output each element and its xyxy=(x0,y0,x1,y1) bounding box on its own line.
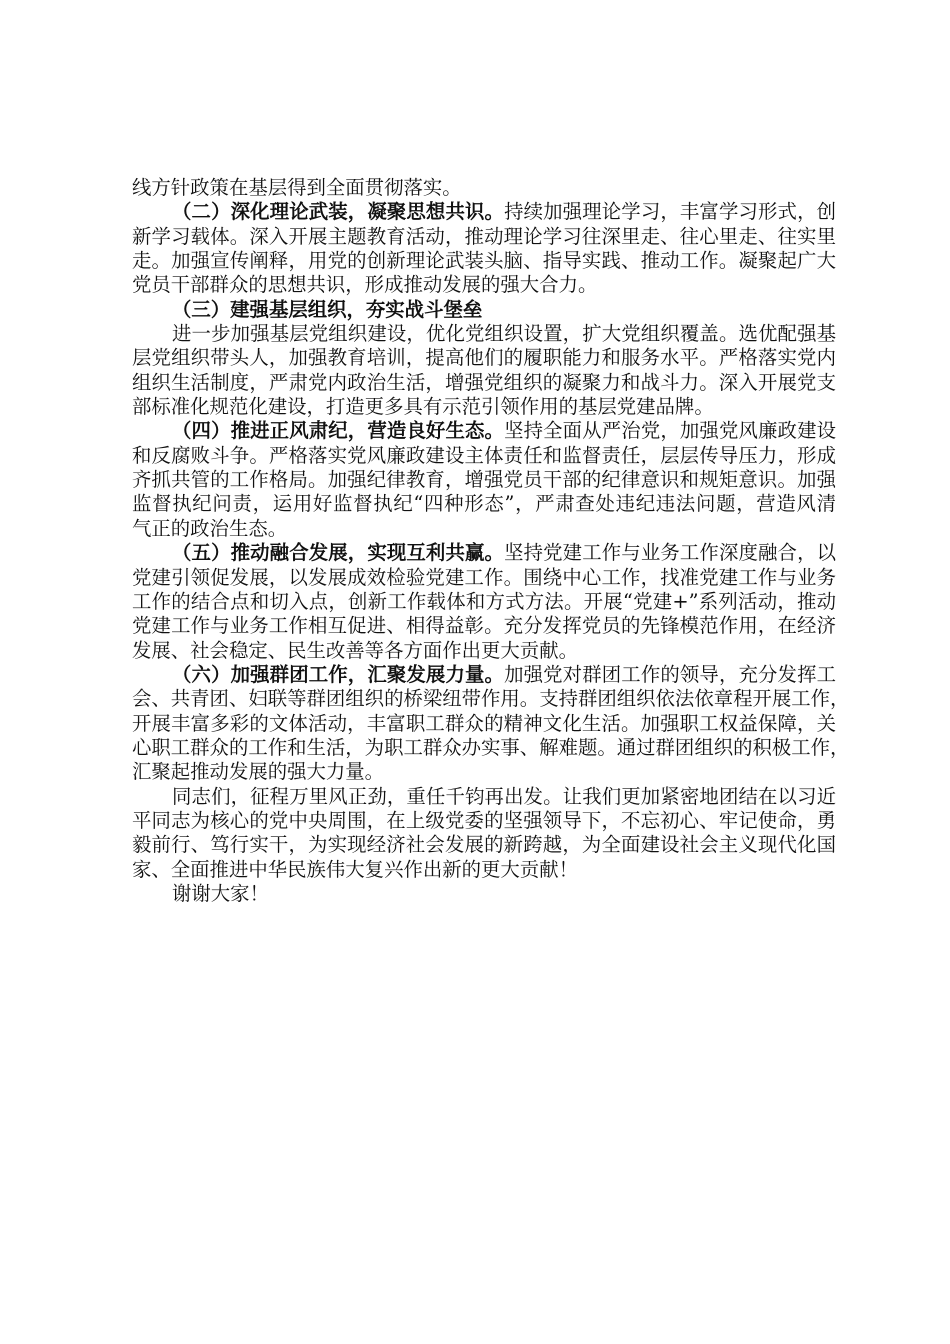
text-line xyxy=(132,492,836,516)
line-text: 平同志为核心的党中央周围，在上级党委的坚强领导下，不忘初心、牢记使命，勇 xyxy=(132,808,836,832)
thanks-line xyxy=(132,882,836,906)
line-text: 党建工作与业务工作相互促进、相得益彰。充分发挥党员的先锋模范作用，在经济 xyxy=(132,614,836,638)
document-page xyxy=(132,176,850,906)
section-2-heading: （二）深化理论武装，凝聚思想共识。 xyxy=(172,200,505,224)
text-line xyxy=(132,346,836,370)
section-6-first-line xyxy=(132,663,836,687)
section-5-first-line xyxy=(132,541,836,565)
section-4-first-line xyxy=(132,419,836,443)
text-line xyxy=(132,566,836,590)
line-text: 党员干部群众的思想共识，形成推动发展的强大合力。 xyxy=(132,273,598,297)
text-line xyxy=(132,176,836,200)
text-line xyxy=(132,735,850,760)
line-text: 工作的结合点和切入点，创新工作载体和方式方法。开展“党建+”系列活动，推动 xyxy=(132,589,836,613)
line-text: 走。加强宣传阐释，用党的创新理论武装头脑、指导实践、推动工作。凝聚起广大 xyxy=(132,249,836,273)
line-text: 同志们，征程万里风正劲，重任千钧再出发。让我们更加紧密地团结在以习近 xyxy=(172,784,836,808)
section-2-first-line xyxy=(132,200,836,224)
text-line xyxy=(132,468,836,492)
line-text: 会、共青团、妇联等群团组织的桥梁纽带作用。支持群团组织依法依章程开展工作， xyxy=(132,687,850,711)
text-line xyxy=(132,639,836,663)
line-text: 和反腐败斗争。严格落实党风廉政建设主体责任和监督责任，层层传导压力，形成 xyxy=(132,443,836,467)
text-line xyxy=(132,858,836,882)
text-line xyxy=(132,322,836,346)
text-line xyxy=(132,760,836,784)
line-text: 部标准化规范化建设，打造更多具有示范引领作用的基层党建品牌。 xyxy=(132,395,714,419)
line-text: 加强党对群团工作的领导，充分发挥工 xyxy=(504,662,837,686)
line-text: 发展、社会稳定、民生改善等各方面作出更大贡献。 xyxy=(132,638,578,662)
line-text: 组织生活制度，严肃党内政治生活，增强党组织的凝聚力和战斗力。深入开展党支 xyxy=(132,370,836,394)
text-line xyxy=(132,444,836,468)
line-text: 进一步加强基层党组织建设，优化党组织设置，扩大党组织覆盖。选优配强基 xyxy=(172,322,836,346)
line-text: 坚持党建工作与业务工作深度融合，以 xyxy=(504,541,837,565)
text-line xyxy=(132,809,836,833)
closing-first-line xyxy=(132,785,836,809)
section-5-heading: （五）推动融合发展，实现互利共赢。 xyxy=(172,541,505,565)
section-3-heading xyxy=(132,298,836,322)
text-line xyxy=(132,225,836,249)
text-line xyxy=(132,371,836,395)
text-line xyxy=(132,687,850,711)
line-text: 谢谢大家！ xyxy=(172,881,269,905)
line-text: 齐抓共管的工作格局。加强纪律教育，增强党员干部的纪律意识和规矩意识。加强 xyxy=(132,468,836,492)
text-line xyxy=(132,395,836,419)
line-text: 开展丰富多彩的文体活动，丰富职工群众的精神文化生活。加强职工权益保障，关 xyxy=(132,711,836,735)
line-text: 线方针政策在基层得到全面贯彻落实。 xyxy=(132,176,462,199)
line-text: 持续加强理论学习，丰富学习形式，创 xyxy=(504,200,837,224)
line-text: 汇聚起推动发展的强大力量。 xyxy=(132,760,385,784)
line-text: 心职工群众的工作和生活，为职工群众办实事、解难题。通过群团组织的积极工作， xyxy=(132,735,850,759)
text-line xyxy=(132,833,836,857)
section-4-heading: （四）推进正风肃纪，营造良好生态。 xyxy=(172,419,505,443)
text-line xyxy=(132,590,836,614)
text-line xyxy=(132,273,836,297)
line-text: 层党组织带头人，加强教育培训，提高他们的履职能力和服务水平。严格落实党内 xyxy=(132,346,836,370)
line-text: 新学习载体。深入开展主题教育活动，推动理论学习往深里走、往心里走、往实里 xyxy=(132,224,836,248)
text-line xyxy=(132,712,836,736)
text-line xyxy=(132,249,836,273)
line-text: 毅前行、笃行实干，为实现经济社会发展的新跨越，为全面建设社会主义现代化国 xyxy=(132,833,836,857)
text-line xyxy=(132,614,836,638)
line-text: 家、全面推进中华民族伟大复兴作出新的更大贡献！ xyxy=(132,857,578,881)
section-6-heading: （六）加强群团工作，汇聚发展力量。 xyxy=(172,662,505,686)
line-text: 监督执纪问责，运用好监督执纪“四种形态”，严肃查处违纪违法问题，营造风清 xyxy=(132,492,836,516)
heading-text: （三）建强基层组织，夯实战斗堡垒 xyxy=(172,297,483,321)
line-text: 坚持全面从严治党，加强党风廉政建设 xyxy=(504,419,837,443)
line-text: 气正的政治生态。 xyxy=(132,516,288,540)
line-text: 党建引领促发展，以发展成效检验党建工作。围绕中心工作，找准党建工作与业务 xyxy=(132,565,836,589)
text-line xyxy=(132,517,836,541)
